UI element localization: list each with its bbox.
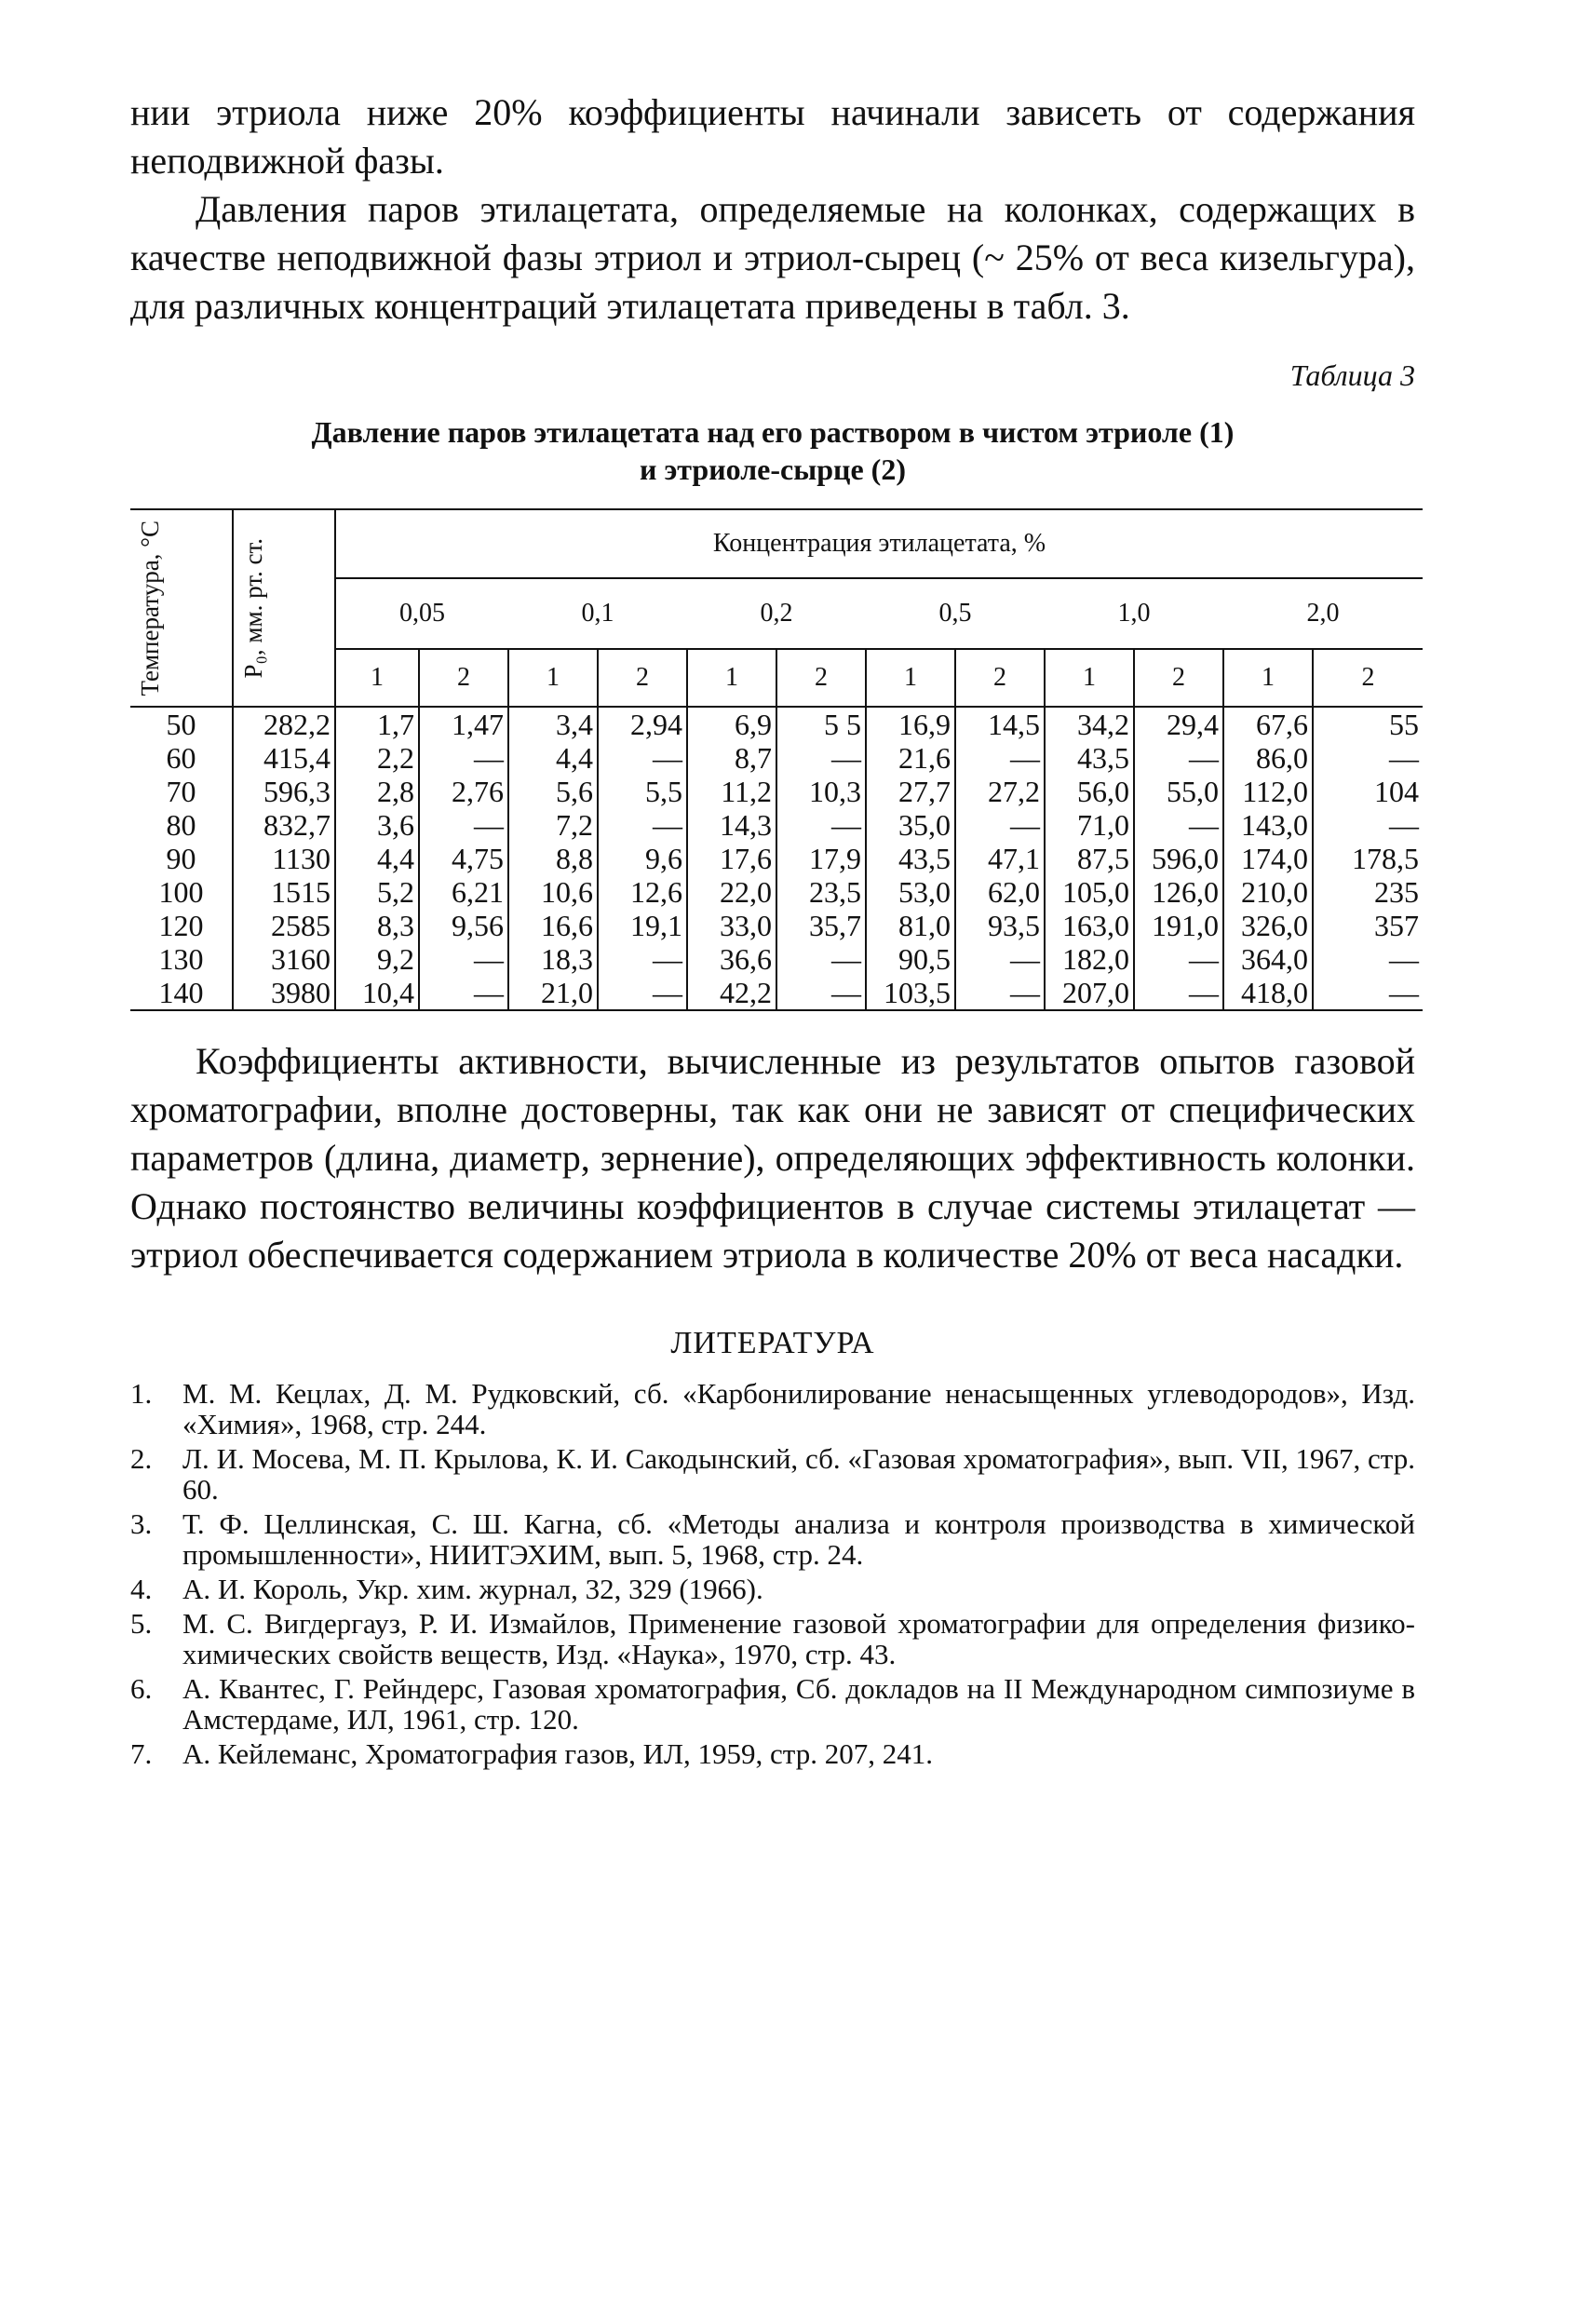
- literature-title: ЛИТЕРАТУРА: [670, 1326, 875, 1360]
- conc-1-0-solvent-2-column: 29,4 — 55,0 — 596,0 126,0 191,0 — —: [1134, 707, 1223, 1010]
- reference-text: Л. И. Мосева, М. П. Крылова, К. И. Сакодынский, сб. «Газовая хроматография», вып. VII, 1967, стр. 60.: [182, 1442, 1415, 1506]
- reference-item: [130, 1574, 1415, 1604]
- subheader: 1: [508, 649, 598, 707]
- conc-0-1-solvent-2-column: 2,94 — 5,5 — 9,6 12,6 19,1 — —: [598, 707, 687, 1010]
- header-conc-0-05: 0,05: [335, 578, 508, 649]
- conclusion-paragraph: Коэффициенты активности, вычисленные из результатов опытов газовой хроматографии, вполне достоверны, так как они не зависят от специфических параметров (длина, диаметр, зернение), определяющих эффективность колонки. Однако постоянство величины коэффициентов в случае системы этилацетат — этриол обеспечивается содержанием этриола в количестве 20% от веса насадки.: [130, 1040, 1415, 1276]
- conc-2-0-solvent-1-column: 67,6 86,0 112,0 143,0 174,0 210,0 326,0 364,0 418,0: [1223, 707, 1313, 1010]
- reference-item: [130, 1508, 1415, 1570]
- page: [130, 88, 1419, 1773]
- conc-0-2-solvent-2-column: 5 5 — 10,3 — 17,9 23,5 35,7 — —: [776, 707, 866, 1010]
- intro-paragraph-1: нии этриола ниже 20% коэффициенты начинали зависеть от содержания неподвижной фазы.: [130, 91, 1415, 182]
- subheader: 2: [776, 649, 866, 707]
- conc-0-1-solvent-1-column: 3,4 4,4 5,6 7,2 8,8 10,6 16,6 18,3 21,0: [508, 707, 598, 1010]
- subheader: 2: [955, 649, 1045, 707]
- conc-1-0-solvent-1-column: 34,2 43,5 56,0 71,0 87,5 105,0 163,0 182,0 207,0: [1045, 707, 1134, 1010]
- reference-text: А. Квантес, Г. Рейндерс, Газовая хроматография, Сб. докладов на II Международном симпозиуме в Амстердаме, ИЛ, 1961, стр. 120.: [182, 1672, 1415, 1736]
- temperature-column: 50 60 70 80 90 100 120 130 140: [130, 707, 233, 1010]
- reference-number: 4.: [130, 1573, 153, 1605]
- subheader: 2: [1134, 649, 1223, 707]
- header-p0: P₀, мм. рт. ст.: [233, 509, 335, 707]
- reference-number: 6.: [130, 1672, 153, 1705]
- header-conc-0-2: 0,2: [687, 578, 866, 649]
- subheader: 1: [335, 649, 419, 707]
- reference-text: А. Кейлеманс, Хроматография газов, ИЛ, 1959, стр. 207, 241.: [182, 1737, 933, 1770]
- reference-number: 2.: [130, 1442, 153, 1475]
- reference-text: М. М. Кецлах, Д. М. Рудковский, сб. «Карбонилирование ненасыщенных углеводородов», Изд. «Химия», 1968, стр. 244.: [182, 1377, 1415, 1440]
- conc-0-05-solvent-1-column: 1,7 2,2 2,8 3,6 4,4 5,2 8,3 9,2 10,4: [335, 707, 419, 1010]
- header-conc-1-0: 1,0: [1045, 578, 1223, 649]
- reference-number: 7.: [130, 1737, 153, 1770]
- p0-column: 282,2 415,4 596,3 832,7 1130 1515 2585 3160 3980: [233, 707, 335, 1010]
- reference-item: [130, 1378, 1415, 1439]
- table-label: Таблица 3: [1289, 358, 1415, 392]
- table-title-line-1: Давление паров этилацетата над его раствором в чистом этриоле (1): [311, 415, 1235, 449]
- reference-number: 3.: [130, 1507, 153, 1540]
- header-concentration: Концентрация этилацетата, %: [335, 509, 1423, 578]
- conc-0-05-solvent-2-column: 1,47 — 2,76 — 4,75 6,21 9,56 — —: [419, 707, 508, 1010]
- reference-item: [130, 1738, 1415, 1769]
- header-conc-0-5: 0,5: [866, 578, 1045, 649]
- subheader: 2: [598, 649, 687, 707]
- subheader: 1: [866, 649, 955, 707]
- subheader: 1: [687, 649, 776, 707]
- reference-number: 5.: [130, 1607, 153, 1640]
- table-title-line-2: и этриоле-сырце (2): [640, 453, 906, 486]
- reference-text: А. И. Король, Укр. хим. журнал, 32, 329 (1966).: [182, 1573, 763, 1605]
- reference-item: [130, 1673, 1415, 1735]
- header-temperature: Температура, °С: [130, 509, 233, 707]
- subheader: 2: [1313, 649, 1423, 707]
- table-title: [130, 413, 1415, 488]
- conc-0-5-solvent-2-column: 14,5 — 27,2 — 47,1 62,0 93,5 — —: [955, 707, 1045, 1010]
- table-data-row: [130, 707, 1423, 1010]
- reference-list: [130, 1378, 1415, 1769]
- subheader: 2: [419, 649, 508, 707]
- conc-0-5-solvent-1-column: 16,9 21,6 27,7 35,0 43,5 53,0 81,0 90,5 103,5: [866, 707, 955, 1010]
- conc-0-2-solvent-1-column: 6,9 8,7 11,2 14,3 17,6 22,0 33,0 36,6 42,2: [687, 707, 776, 1010]
- reference-number: 1.: [130, 1377, 153, 1410]
- vapor-pressure-table: [130, 508, 1423, 1011]
- conc-2-0-solvent-2-column: 55 — 104 — 178,5 235 357 — —: [1352, 708, 1419, 1009]
- reference-item: [130, 1443, 1415, 1505]
- reference-item: [130, 1608, 1415, 1669]
- header-conc-0-1: 0,1: [508, 578, 687, 649]
- header-conc-2-0: 2,0: [1223, 578, 1423, 649]
- subheader: 1: [1223, 649, 1313, 707]
- reference-text: Т. Ф. Целлинская, С. Ш. Кагна, сб. «Методы анализа и контроля производства в химической промышленности», НИИТЭХИМ, вып. 5, 1968, стр. 24.: [182, 1507, 1415, 1571]
- subheader: 1: [1045, 649, 1134, 707]
- reference-text: М. С. Вигдергауз, Р. И. Измайлов, Применение газовой хроматографии для определения физико-химических свойств веществ, Изд. «Наука», 1970, стр. 43.: [182, 1607, 1415, 1670]
- intro-paragraph-2: Давления паров этилацетата, определяемые на колонках, содержащих в качестве неподвижной фазы этриол и этриол-сырец (~ 25% от веса кизельгура), для различных концентраций этилацетата приведены в табл. 3.: [130, 188, 1415, 327]
